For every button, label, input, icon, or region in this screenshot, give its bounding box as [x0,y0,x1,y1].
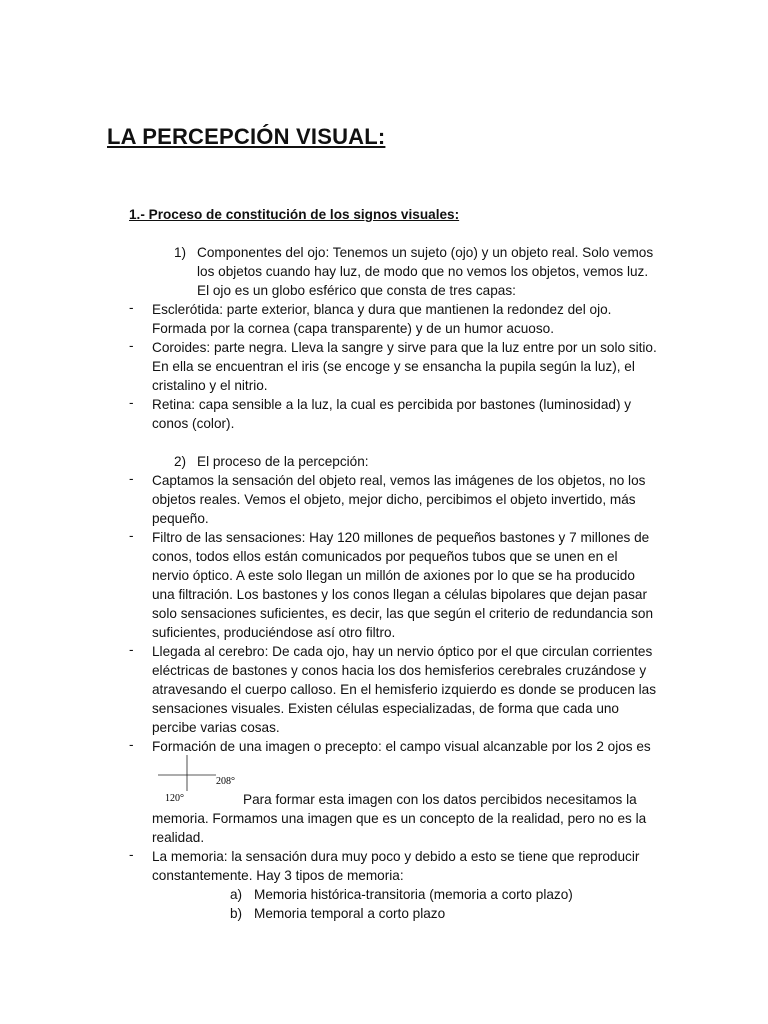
item1-line-1: Componentes del ojo: Tenemos un sujeto (ojo) y un objeto real. Solo vemos [197,245,654,260]
bullet-line: Formada por la cornea (capa transparente) y de un humor acuoso. [152,321,554,336]
bullet-line: Formación de una imagen o precepto: el campo visual alcanzable por los 2 ojos es [152,739,651,754]
continuation-line-1: Para formar esta imagen con los datos percibidos necesitamos la [243,792,637,807]
continuation-line-3: realidad. [152,830,205,845]
bullet-line: suficientes, produciéndose así otro filtro. [152,625,396,640]
memory-line-2: constantemente. Hay 3 tipos de memoria: [152,868,404,883]
bullet-line: sensaciones visuales. Existen células especializadas, de forma que cada uno [152,701,619,716]
memory-line-1: La memoria: la sensación dura muy poco y debido a esto se tiene que reproducir [152,849,640,864]
bullet-dash: - [129,528,134,543]
bullet-line: En ella se encuentran el iris (se encoge y se ensancha la pupila según la luz), el [152,359,635,374]
bullet-dash: - [129,737,134,752]
bullet-dash: - [129,471,134,486]
document-title: LA PERCEPCIÓN VISUAL: [107,124,386,149]
memory-type-a: Memoria histórica-transitoria (memoria a corto plazo) [254,887,573,902]
section-heading: 1.- Proceso de constitución de los signos visuales: [129,207,460,222]
list-number-2: 2) [174,454,187,469]
continuation-line-2: memoria. Formamos una imagen que es un concepto de la realidad, pero no es la [152,811,647,826]
memory-type-b: Memoria temporal a corto plazo [254,906,446,921]
memory-letter-b: b) [230,906,243,921]
bullet-line: cristalino y el nitrio. [152,378,268,393]
bullet-line: Esclerótida: parte exterior, blanca y dura que mantienen la redondez del ojo. [152,302,612,317]
bullet-line: solo sensaciones suficientes, es decir, las que según el criterio de redundancia son [152,606,654,621]
bullet-line: Filtro de las sensaciones: Hay 120 millones de pequeños bastones y 7 millones de [152,530,650,545]
bullet-line: nervio óptico. A este solo llegan un millón de axiones por lo que se ha producido [152,568,635,583]
field-label-208: 208° [216,776,235,787]
visual-field-diagram [158,755,248,805]
list-number-1: 1) [174,245,187,260]
bullet-line: atravesando el cuerpo calloso. En el hemisferio izquierdo es donde se producen las [152,682,657,697]
bullet-line: eléctricas de bastones y conos hacia los dos hemisferios cerebrales cruzándose y [152,663,647,678]
item2-heading: El proceso de la percepción: [197,454,369,469]
item1-line-3: El ojo es un globo esférico que consta de tres capas: [197,283,516,298]
bullet-dash: - [129,847,134,862]
bullet-line: Llegada al cerebro: De cada ojo, hay un nervio óptico por el que circulan corrientes [152,644,653,659]
item1-line-2: los objetos cuando hay luz, de modo que no vemos los objetos, vemos luz. [197,264,649,279]
bullet-line: objetos reales. Vemos el objeto, mejor dicho, percibimos el objeto invertido, más [152,492,636,507]
bullet-line: percibe varias cosas. [152,720,280,735]
bullet-line: Coroides: parte negra. Lleva la sangre y sirve para que la luz entre por un solo sitio. [152,340,657,355]
bullet-line: conos (color). [152,416,235,431]
bullet-line: una filtración. Los bastones y los conos llegan a células bipolares que dejan pasar [152,587,647,602]
memory-letter-a: a) [230,887,243,902]
bullet-dash: - [129,300,134,315]
bullet-line: pequeño. [152,511,209,526]
bullet-dash: - [129,395,134,410]
bullet-dash: - [129,642,134,657]
bullet-line: conos, todos ellos están comunicados por pequeños tubos que se unen en el [152,549,618,564]
bullet-dash: - [129,338,134,353]
field-label-120: 120° [165,793,184,804]
bullet-line: Retina: capa sensible a la luz, la cual es percibida por bastones (luminosidad) y [152,397,632,412]
bullet-line: Captamos la sensación del objeto real, vemos las imágenes de los objetos, no los [152,473,646,488]
